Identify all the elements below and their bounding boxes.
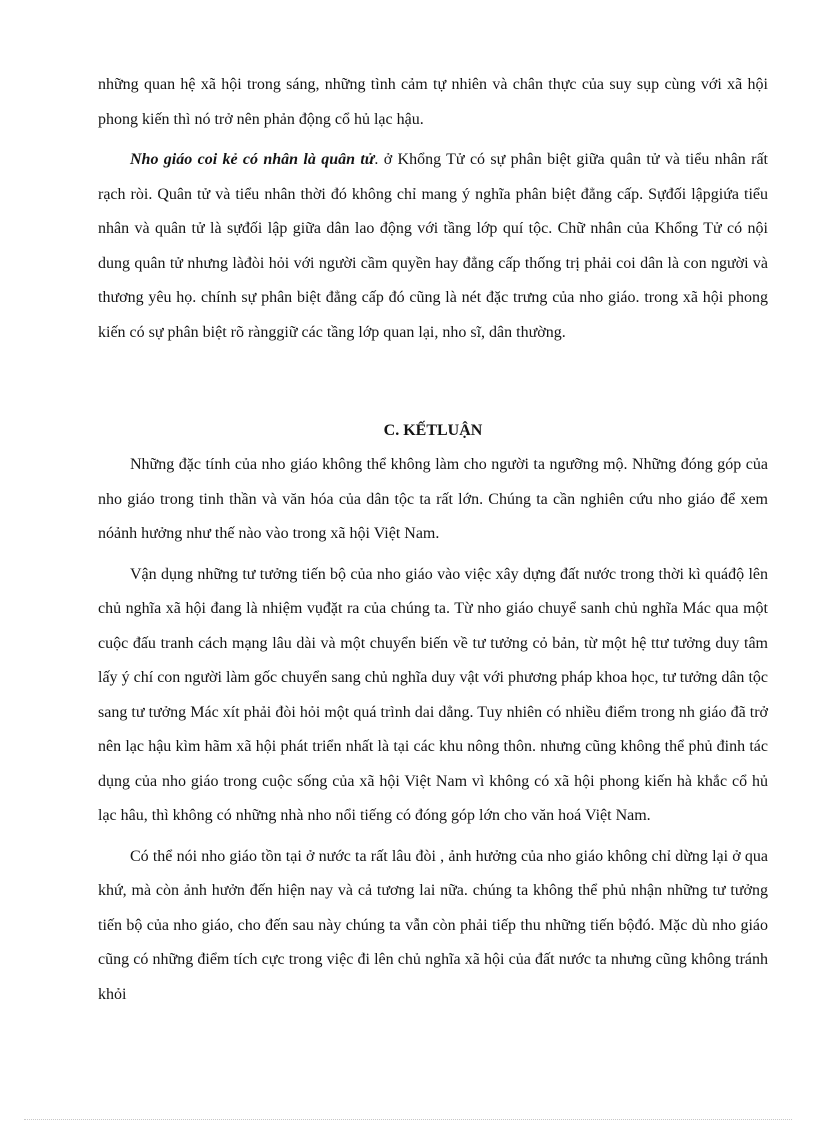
paragraph-conclusion-2: Vận dụng những tư tưởng tiến bộ của nho giáo vào việc xây dựng đất nước trong thời kì quáđộ lên chủ nghĩa xã hội đang là nhiệm vụđặt ra của chúng ta. Từ nho giáo chuyể sanh chủ nghĩa Mác qua một cuộc đấu tranh cách mạng lâu dài và một chuyển biến về tư tưởng cỏ bản, từ một hệ ttư tưởng duy tâm lấy ý chí con người làm gốc chuyển sang chủ nghĩa duy vật với phương pháp khoa học, tư tưởng dân tộc sang tư tưởng Mác xít phải đòi hỏi một quá trình dai dẳng. Tuy nhiên có nhiều điểm trong nh giáo đã trở nên lạc hậu kìm hãm xã hội phát triển nhất là tại các khu nông thôn. nhưng cũng không thể phủ đinh tác dụng của nho giáo trong cuộc sống của xã hội Việt Nam vì không có xã hội phong kiến hà khắc cổ hủ lạc hâu, thì không có những nhà nho nổi tiếng có đóng góp lớn cho văn hoá Việt Nam.	[98, 565, 768, 824]
paragraph-continuation: những quan hệ xã hội trong sáng, những tình cảm tự nhiên và chân thực của suy sụp cùng với xã hội phong kiến thì nó trở nên phản động cổ hủ lạc hậu.	[98, 76, 768, 128]
paragraph-nho-giao-quan-tu	[98, 143, 768, 350]
page-bottom-divider	[24, 1119, 792, 1120]
paragraph-conclusion-3: Có thể nói nho giáo tồn tại ở nước ta rất lâu đòi , ảnh hưởng của nho giáo không chỉ dừng lại ở qua khứ, mà còn ảnh hưởn đến hiện nay và cả tương lai nữa. chúng ta không thể phủ nhận những tư tưởng tiến bộ của nho giáo, cho đến sau này chúng ta vẫn còn phải tiếp thu những tiến bộđó. Mặc dù nho giáo cũng có những điểm tích cực trong việc đi lên chủ nghĩa xã hội của đất nước ta nhưng cũng không tránh khỏi	[98, 847, 768, 1003]
paragraph-conclusion-1: Những đặc tính của nho giáo không thể không làm cho người ta ngưỡng mộ. Những đóng góp của nho giáo trong tinh thần và văn hóa của dân tộc ta rất lớn. Chúng ta cần nghiên cứu nho giáo để xem nóảnh hưởng như thế nào vào trong xã hội Việt Nam.	[98, 456, 768, 542]
paragraph-lead-phrase: Nho giáo coi kẻ có nhân là quân tử	[130, 151, 375, 168]
paragraph-body: . ở Khổng Tử có sự phân biệt giữa quân tử và tiểu nhân rất rạch ròi. Quân tử và tiểu nhân thời đó không chỉ mang ý nghĩa phân biệt đẳng cấp. Sựđối lậpgiứa tiểu nhân và quân tử là sựđối lập giữa dân lao động với tầng lớp quí tộc. Chữ nhân của Khổng Tử có nội dung quân tử nhưng làđòi hỏi với người cầm quyền hay đẳng cấp thống trị phải coi dân là con người và thương yêu họ. chính sự phân biệt đẳng cấp đó cũng là nét đặc trưng của nho giáo. trong xã hội phong kiến có sự phân biệt rõ rànggiữ các tầng lớp quan lại, nho sĩ, dân thường.	[98, 151, 768, 341]
section-heading-conclusion: C. KẾTLUẬN	[383, 422, 483, 439]
document-page	[98, 68, 768, 1012]
